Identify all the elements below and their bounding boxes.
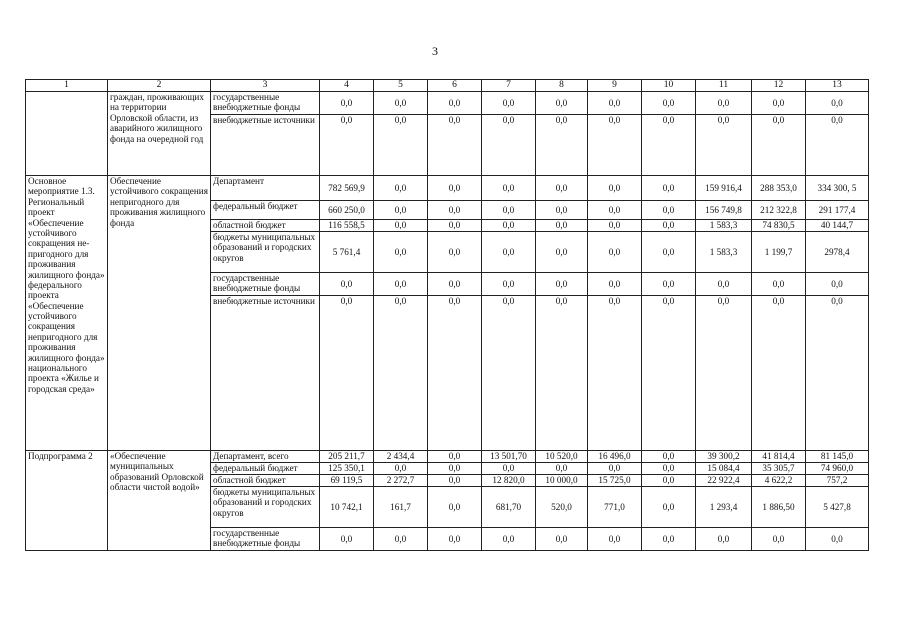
- amount-cell: 0,0: [536, 273, 588, 296]
- amount-cell: 159 916,4: [696, 176, 752, 201]
- amount-cell: 0,0: [428, 220, 482, 232]
- table-row: [26, 176, 869, 201]
- table-row: [26, 451, 869, 463]
- amount-cell: 0,0: [642, 296, 696, 451]
- amount-cell: 13 501,70: [482, 451, 536, 463]
- amount-cell: 5 427,8: [806, 487, 869, 528]
- amount-cell: 0,0: [642, 220, 696, 232]
- amount-cell: 10 742,1: [320, 487, 374, 528]
- amount-cell: 0,0: [536, 232, 588, 273]
- amount-cell: 520,0: [536, 487, 588, 528]
- amount-cell: 782 569,9: [320, 176, 374, 201]
- amount-cell: 291 177,4: [806, 201, 869, 220]
- amount-cell: 0,0: [428, 201, 482, 220]
- amount-cell: 0,0: [642, 463, 696, 475]
- funding-source-cell: областной бюджет: [211, 475, 320, 487]
- funding-source-cell: бюджеты муниципальных образований и городских округов: [211, 487, 320, 528]
- funding-source-cell: Департамент, всего: [211, 451, 320, 463]
- amount-cell: 0,0: [428, 528, 482, 551]
- amount-cell: 81 145,0: [806, 451, 869, 463]
- column-number: 5: [374, 80, 428, 92]
- amount-cell: 0,0: [428, 296, 482, 451]
- amount-cell: 0,0: [752, 528, 806, 551]
- amount-cell: 0,0: [428, 475, 482, 487]
- amount-cell: 125 350,1: [320, 463, 374, 475]
- amount-cell: 0,0: [374, 115, 428, 176]
- amount-cell: 1 199,7: [752, 232, 806, 273]
- amount-cell: 0,0: [752, 296, 806, 451]
- amount-cell: 0,0: [588, 176, 642, 201]
- amount-cell: 0,0: [806, 528, 869, 551]
- amount-cell: 0,0: [642, 201, 696, 220]
- amount-cell: 0,0: [536, 176, 588, 201]
- amount-cell: 15 084,4: [696, 463, 752, 475]
- amount-cell: 0,0: [482, 176, 536, 201]
- amount-cell: 0,0: [482, 115, 536, 176]
- amount-cell: 116 558,5: [320, 220, 374, 232]
- amount-cell: 0,0: [806, 92, 869, 115]
- column-number: 12: [752, 80, 806, 92]
- amount-cell: 0,0: [588, 528, 642, 551]
- amount-cell: 74 830,5: [752, 220, 806, 232]
- funding-source-cell: федеральный бюджет: [211, 463, 320, 475]
- event-name-cell: Подпрограмма 2: [26, 451, 108, 551]
- amount-cell: 757,2: [806, 475, 869, 487]
- amount-cell: 212 322,8: [752, 201, 806, 220]
- amount-cell: 0,0: [428, 92, 482, 115]
- amount-cell: 0,0: [374, 176, 428, 201]
- header-row: [26, 80, 869, 92]
- amount-cell: 0,0: [536, 296, 588, 451]
- funding-source-cell: внебюджетные источники: [211, 296, 320, 451]
- amount-cell: 0,0: [482, 273, 536, 296]
- amount-cell: 2 272,7: [374, 475, 428, 487]
- amount-cell: 288 353,0: [752, 176, 806, 201]
- amount-cell: 0,0: [536, 115, 588, 176]
- amount-cell: 0,0: [642, 487, 696, 528]
- funding-source-cell: внебюджетные источники: [211, 115, 320, 176]
- table-row: [26, 92, 869, 115]
- amount-cell: 0,0: [588, 115, 642, 176]
- amount-cell: 0,0: [588, 273, 642, 296]
- funding-source-cell: Департамент: [211, 176, 320, 201]
- funding-source-cell: федеральный бюджет: [211, 201, 320, 220]
- amount-cell: 0,0: [482, 201, 536, 220]
- amount-cell: 1 886,50: [752, 487, 806, 528]
- amount-cell: 0,0: [536, 201, 588, 220]
- event-name-cell: [26, 92, 108, 176]
- amount-cell: 205 211,7: [320, 451, 374, 463]
- amount-cell: 0,0: [536, 220, 588, 232]
- amount-cell: 0,0: [642, 528, 696, 551]
- amount-cell: 0,0: [428, 451, 482, 463]
- column-number: 6: [428, 80, 482, 92]
- amount-cell: 16 496,0: [588, 451, 642, 463]
- column-number: 1: [26, 80, 108, 92]
- amount-cell: 5 761,4: [320, 232, 374, 273]
- amount-cell: 0,0: [428, 487, 482, 528]
- amount-cell: 0,0: [374, 220, 428, 232]
- amount-cell: 334 300, 5: [806, 176, 869, 201]
- amount-cell: 1 293,4: [696, 487, 752, 528]
- amount-cell: 771,0: [588, 487, 642, 528]
- amount-cell: 0,0: [752, 92, 806, 115]
- amount-cell: 15 725,0: [588, 475, 642, 487]
- event-description-cell: Обеспечение устойчивого сокращения непригодного для проживания жилищного фонда: [108, 176, 211, 451]
- page-number: 3: [432, 44, 438, 58]
- amount-cell: 0,0: [696, 115, 752, 176]
- amount-cell: 0,0: [374, 92, 428, 115]
- amount-cell: 0,0: [642, 451, 696, 463]
- amount-cell: 0,0: [696, 296, 752, 451]
- amount-cell: 4 622,2: [752, 475, 806, 487]
- amount-cell: 0,0: [320, 92, 374, 115]
- amount-cell: 0,0: [642, 232, 696, 273]
- amount-cell: 74 960,0: [806, 463, 869, 475]
- amount-cell: 0,0: [806, 273, 869, 296]
- amount-cell: 156 749,8: [696, 201, 752, 220]
- amount-cell: 0,0: [482, 92, 536, 115]
- amount-cell: 0,0: [482, 528, 536, 551]
- amount-cell: 0,0: [536, 528, 588, 551]
- amount-cell: 0,0: [482, 296, 536, 451]
- funding-source-cell: государственные внебюджетные фонды: [211, 273, 320, 296]
- amount-cell: 39 300,2: [696, 451, 752, 463]
- amount-cell: 0,0: [428, 176, 482, 201]
- amount-cell: 0,0: [374, 528, 428, 551]
- amount-cell: 10 520,0: [536, 451, 588, 463]
- column-number: 7: [482, 80, 536, 92]
- funding-source-cell: бюджеты муниципальных образований и городских округов: [211, 232, 320, 273]
- amount-cell: 0,0: [536, 92, 588, 115]
- amount-cell: 2978,4: [806, 232, 869, 273]
- amount-cell: 69 119,5: [320, 475, 374, 487]
- amount-cell: 35 305,7: [752, 463, 806, 475]
- amount-cell: 0,0: [642, 273, 696, 296]
- amount-cell: 681,70: [482, 487, 536, 528]
- amount-cell: 0,0: [320, 115, 374, 176]
- funding-source-cell: областной бюджет: [211, 220, 320, 232]
- amount-cell: 0,0: [428, 232, 482, 273]
- amount-cell: 2 434,4: [374, 451, 428, 463]
- amount-cell: 0,0: [374, 296, 428, 451]
- event-name-cell: Основное мероприятие 1.3. Региональный проект «Обеспечение устойчивого сокращения не-пригодного для проживания жилищного фонда» федерального проекта «Обеспечение устойчивого сокращения непригодного для проживания жилищного фонда» национального проекта «Жилье и городская среда»: [26, 176, 108, 451]
- column-number: 4: [320, 80, 374, 92]
- amount-cell: 0,0: [806, 115, 869, 176]
- amount-cell: 0,0: [374, 273, 428, 296]
- amount-cell: 0,0: [374, 232, 428, 273]
- column-number: 3: [211, 80, 320, 92]
- funding-source-cell: государственные внебюджетные фонды: [211, 92, 320, 115]
- amount-cell: 10 000,0: [536, 475, 588, 487]
- amount-cell: 0,0: [642, 176, 696, 201]
- amount-cell: 0,0: [588, 92, 642, 115]
- amount-cell: 1 583,3: [696, 220, 752, 232]
- amount-cell: 12 820,0: [482, 475, 536, 487]
- amount-cell: 0,0: [320, 296, 374, 451]
- amount-cell: 41 814,4: [752, 451, 806, 463]
- amount-cell: 0,0: [752, 115, 806, 176]
- funding-table: [25, 79, 869, 551]
- amount-cell: 0,0: [588, 232, 642, 273]
- column-number: 8: [536, 80, 588, 92]
- amount-cell: 0,0: [588, 220, 642, 232]
- event-description-cell: граждан, проживающих на территории Орловской области, из аварийного жилищного фонда на очередной год: [108, 92, 211, 176]
- event-description-cell: «Обеспечение муниципальных образований Орловской области чистой водой»: [108, 451, 211, 551]
- column-number: 9: [588, 80, 642, 92]
- amount-cell: 0,0: [428, 115, 482, 176]
- column-number: 2: [108, 80, 211, 92]
- amount-cell: 0,0: [642, 115, 696, 176]
- amount-cell: 0,0: [374, 201, 428, 220]
- amount-cell: 0,0: [482, 220, 536, 232]
- amount-cell: 0,0: [696, 528, 752, 551]
- amount-cell: 660 250,0: [320, 201, 374, 220]
- amount-cell: 0,0: [696, 92, 752, 115]
- amount-cell: 161,7: [374, 487, 428, 528]
- amount-cell: 40 144,7: [806, 220, 869, 232]
- amount-cell: 0,0: [642, 475, 696, 487]
- amount-cell: 0,0: [696, 273, 752, 296]
- column-number: 13: [806, 80, 869, 92]
- amount-cell: 0,0: [428, 273, 482, 296]
- amount-cell: 0,0: [588, 463, 642, 475]
- column-number: 11: [696, 80, 752, 92]
- funding-source-cell: государственные внебюджетные фонды: [211, 528, 320, 551]
- amount-cell: 0,0: [374, 463, 428, 475]
- amount-cell: 0,0: [536, 463, 588, 475]
- amount-cell: 0,0: [482, 463, 536, 475]
- amount-cell: 22 922,4: [696, 475, 752, 487]
- amount-cell: 0,0: [320, 273, 374, 296]
- amount-cell: 0,0: [482, 232, 536, 273]
- amount-cell: 0,0: [752, 273, 806, 296]
- amount-cell: 0,0: [588, 201, 642, 220]
- amount-cell: 1 583,3: [696, 232, 752, 273]
- amount-cell: 0,0: [588, 296, 642, 451]
- amount-cell: 0,0: [320, 528, 374, 551]
- column-number: 10: [642, 80, 696, 92]
- amount-cell: 0,0: [806, 296, 869, 451]
- amount-cell: 0,0: [428, 463, 482, 475]
- amount-cell: 0,0: [642, 92, 696, 115]
